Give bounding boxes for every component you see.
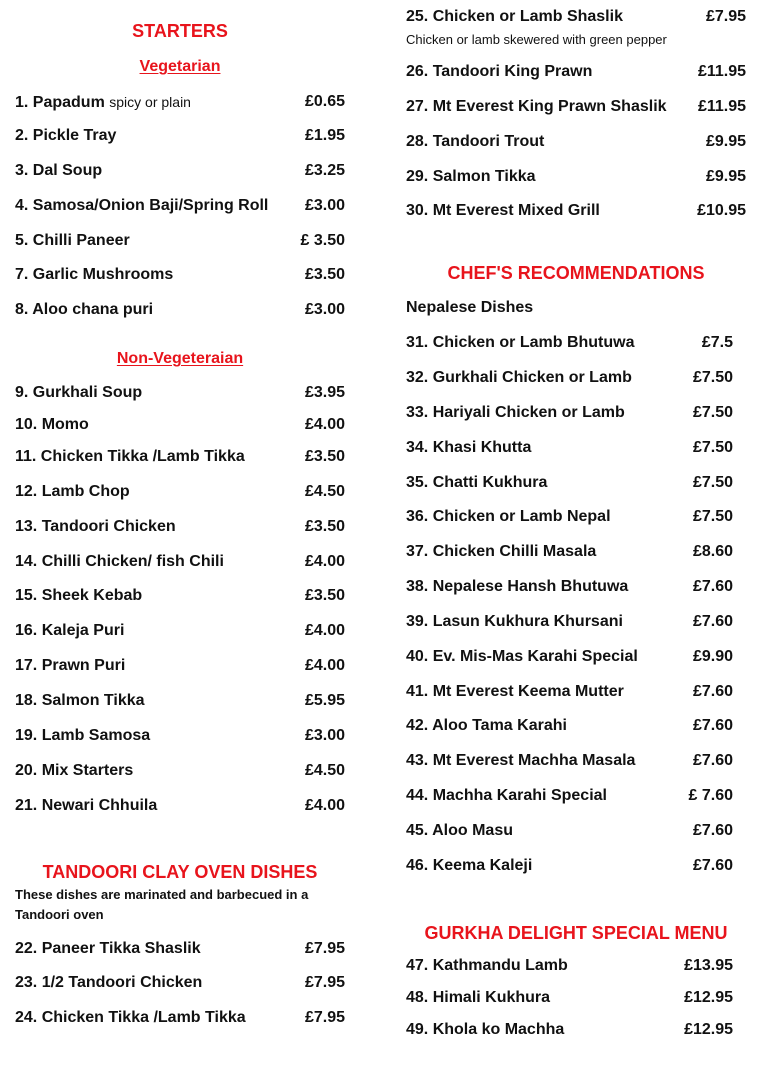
menu-item: [406, 437, 733, 459]
menu-item-name: 18. Salmon Tikka: [15, 692, 145, 709]
chefs-recommendations-heading: CHEF'S RECOMMENDATIONS: [447, 263, 705, 283]
menu-item: [15, 125, 345, 147]
menu-item-price: £7.60: [692, 683, 733, 700]
menu-item-name: 47. Kathmandu Lamb: [406, 957, 568, 974]
menu-item: [406, 576, 733, 598]
menu-item-price: £7.95: [304, 1009, 345, 1026]
menu-item-name: 19. Lamb Samosa: [15, 727, 151, 744]
menu-item: [15, 938, 345, 960]
menu-item-description: Chicken or lamb skewered with green pepper: [406, 32, 667, 47]
menu-item-price: £11.95: [697, 63, 746, 80]
menu-item: [15, 551, 345, 573]
menu-item-price: £3.00: [304, 301, 345, 318]
menu-item: [406, 820, 733, 842]
menu-item-name: 12. Lamb Chop: [15, 483, 130, 500]
menu-item-name: 5. Chilli Paneer: [15, 232, 130, 249]
menu-item-price: £7.50: [692, 439, 733, 456]
menu-item-price: £7.50: [692, 404, 733, 421]
menu-item-price: £7.60: [692, 613, 733, 630]
menu-item-name: 38. Nepalese Hansh Bhutuwa: [406, 578, 629, 595]
menu-item: [15, 760, 345, 782]
menu-item: [15, 414, 345, 436]
menu-item-name: 42. Aloo Tama Karahi: [406, 717, 567, 734]
menu-item: [406, 472, 733, 494]
menu-item-name: 23. 1/2 Tandoori Chicken: [15, 974, 203, 991]
menu-item-price: £3.50: [304, 266, 345, 283]
menu-item-price: £9.95: [705, 168, 746, 185]
menu-item-name: 41. Mt Everest Keema Mutter: [406, 683, 624, 700]
menu-item-price: £7.95: [705, 8, 746, 25]
menu-item-price: £ 3.50: [300, 232, 345, 249]
menu-item: [406, 750, 733, 772]
menu-item-name: 17. Prawn Puri: [15, 657, 126, 674]
menu-item-name: 15. Sheek Kebab: [15, 587, 143, 604]
menu-item-price: £9.90: [692, 648, 733, 665]
menu-item-price: £4.50: [304, 483, 345, 500]
menu-item: [15, 299, 345, 321]
menu-item-name: 39. Lasun Kukhura Khursani: [406, 613, 623, 630]
menu-item: [15, 795, 345, 817]
menu-item-price: £3.50: [304, 587, 345, 604]
menu-item: [406, 402, 733, 424]
tandoori-heading: TANDOORI CLAY OVEN DISHES: [42, 862, 318, 882]
menu-item: [406, 367, 733, 389]
menu-item: [406, 541, 733, 563]
menu-item-price: £0.65: [304, 93, 345, 110]
menu-item-name: 16. Kaleja Puri: [15, 622, 125, 639]
menu-item: [15, 690, 345, 712]
menu-item: [406, 166, 746, 188]
menu-item-description: spicy or plain: [109, 94, 191, 110]
menu-item-name: 49. Khola ko Machha: [406, 1021, 565, 1038]
menu-item-price: £7.50: [692, 508, 733, 525]
menu-item-name: 20. Mix Starters: [15, 762, 134, 779]
menu-item-price: £7.60: [692, 857, 733, 874]
menu-item-name: 27. Mt Everest King Prawn Shaslik: [406, 98, 667, 115]
menu-item-name: 21. Newari Chhuila: [15, 797, 158, 814]
menu-item: [406, 1019, 733, 1041]
menu-item-name: 24. Chicken Tikka /Lamb Tikka: [15, 1009, 246, 1026]
menu-item-name: 3. Dal Soup: [15, 162, 103, 179]
menu-item-price: £3.00: [304, 197, 345, 214]
menu-item: [406, 131, 746, 153]
menu-item: [406, 611, 733, 633]
menu-item-price: £3.50: [304, 518, 345, 535]
menu-item: [406, 646, 733, 668]
menu-item-price: £4.00: [304, 416, 345, 433]
menu-item-price: £3.25: [304, 162, 345, 179]
menu-item: [15, 516, 345, 538]
menu-item-price: £11.95: [697, 98, 746, 115]
gurkha-delight-heading: GURKHA DELIGHT SPECIAL MENU: [424, 923, 728, 943]
menu-item: [406, 332, 733, 354]
menu-item-price: £3.95: [304, 384, 345, 401]
menu-item-name: 7. Garlic Mushrooms: [15, 266, 174, 283]
menu-item: [15, 1007, 345, 1029]
nepalese-dishes-label: Nepalese Dishes: [406, 299, 534, 316]
menu-item: [406, 200, 746, 222]
menu-item-name: 33. Hariyali Chicken or Lamb: [406, 404, 625, 421]
menu-item-name: 26. Tandoori King Prawn: [406, 63, 593, 80]
menu-item: [15, 230, 345, 252]
menu-item-price: £7.60: [692, 822, 733, 839]
menu-item-price: £4.00: [304, 657, 345, 674]
menu-item: [15, 655, 345, 677]
menu-item-price: £5.95: [304, 692, 345, 709]
menu-item-name: 28. Tandoori Trout: [406, 133, 545, 150]
menu-item-name: 11. Chicken Tikka /Lamb Tikka: [15, 448, 245, 465]
menu-item-price: £13.95: [684, 957, 733, 974]
menu-item-name: 25. Chicken or Lamb Shaslik: [406, 8, 623, 25]
menu-item-name: 29. Salmon Tikka: [406, 168, 536, 185]
menu-item-name: 1. Papadum: [15, 94, 105, 111]
tandoori-description: These dishes are marinated and barbecued in a Tandoori oven: [15, 887, 309, 922]
menu-item-name: 35. Chatti Kukhura: [406, 474, 548, 491]
menu-item: [406, 6, 746, 28]
menu-item-price: £12.95: [684, 989, 733, 1006]
menu-item-name: 22. Paneer Tikka Shaslik: [15, 940, 201, 957]
menu-item-name: 37. Chicken Chilli Masala: [406, 543, 597, 560]
menu-item: [406, 785, 733, 807]
menu-item-name: 31. Chicken or Lamb Bhutuwa: [406, 334, 635, 351]
menu-item: [15, 382, 345, 404]
menu-item: [15, 264, 345, 286]
menu-item: [406, 506, 733, 528]
menu-item-price: £7.95: [304, 974, 345, 991]
menu-item: [406, 61, 746, 83]
menu-item-price: £3.50: [304, 448, 345, 465]
menu-item-price: £7.60: [692, 578, 733, 595]
menu-item-price: £7.50: [692, 474, 733, 491]
menu-item-price: £1.95: [304, 127, 345, 144]
menu-item-price: £4.00: [304, 797, 345, 814]
menu-item-name: 8. Aloo chana puri: [15, 301, 154, 318]
menu-item: [406, 955, 733, 977]
menu-item-name: 34. Khasi Khutta: [406, 439, 532, 456]
menu-item-price: £9.95: [705, 133, 746, 150]
menu-item-name: 43. Mt Everest Machha Masala: [406, 752, 636, 769]
menu-item: [15, 725, 345, 747]
starters-heading: STARTERS: [132, 21, 228, 41]
menu-item-name: 14. Chilli Chicken/ fish Chili: [15, 553, 224, 570]
menu-item: [15, 585, 345, 607]
menu-item: [406, 681, 733, 703]
menu-item: [406, 855, 733, 877]
menu-item: [406, 987, 733, 1009]
menu-item-price: £12.95: [684, 1021, 733, 1038]
menu-item-name: 44. Machha Karahi Special: [406, 787, 607, 804]
menu-item-price: £7.5: [701, 334, 733, 351]
menu-item-name: 13. Tandoori Chicken: [15, 518, 176, 535]
menu-item-name: 48. Himali Kukhura: [406, 989, 551, 1006]
menu-item-price: £10.95: [697, 202, 746, 219]
vegetarian-subheading: Vegetarian: [139, 58, 221, 75]
menu-item: [15, 446, 345, 468]
menu-item-name: 10. Momo: [15, 416, 89, 433]
menu-item-price: £3.00: [304, 727, 345, 744]
non-vegetarian-subheading: Non-Vegeteraian: [116, 350, 244, 367]
menu-item: [15, 195, 345, 217]
menu-item-name: 4. Samosa/Onion Baji/Spring Roll: [15, 197, 269, 214]
menu-item-name: 9. Gurkhali Soup: [15, 384, 143, 401]
menu-item-price: £7.95: [304, 940, 345, 957]
menu-item-price: £7.50: [692, 369, 733, 386]
menu-item: [406, 715, 733, 737]
menu-item-name: 32. Gurkhali Chicken or Lamb: [406, 369, 632, 386]
menu-item-name: 30. Mt Everest Mixed Grill: [406, 202, 600, 219]
menu-item: [406, 96, 746, 118]
menu-item-price: £7.60: [692, 752, 733, 769]
menu-item: [15, 620, 345, 642]
menu-item-price: £ 7.60: [688, 787, 733, 804]
menu-item-name: 40. Ev. Mis-Mas Karahi Special: [406, 648, 638, 665]
menu-item-name: 36. Chicken or Lamb Nepal: [406, 508, 611, 525]
menu-item-price: £4.00: [304, 622, 345, 639]
menu-item: [15, 160, 345, 182]
menu-item: [15, 481, 345, 503]
menu-item-price: £8.60: [692, 543, 733, 560]
menu-item-name: 46. Keema Kaleji: [406, 857, 533, 874]
menu-item-price: £7.60: [692, 717, 733, 734]
menu-item-name: 2. Pickle Tray: [15, 127, 117, 144]
menu-item: [15, 91, 345, 113]
menu-item: [15, 972, 345, 994]
menu-item-price: £4.00: [304, 553, 345, 570]
menu-item-name: 45. Aloo Masu: [406, 822, 513, 839]
menu-item-price: £4.50: [304, 762, 345, 779]
